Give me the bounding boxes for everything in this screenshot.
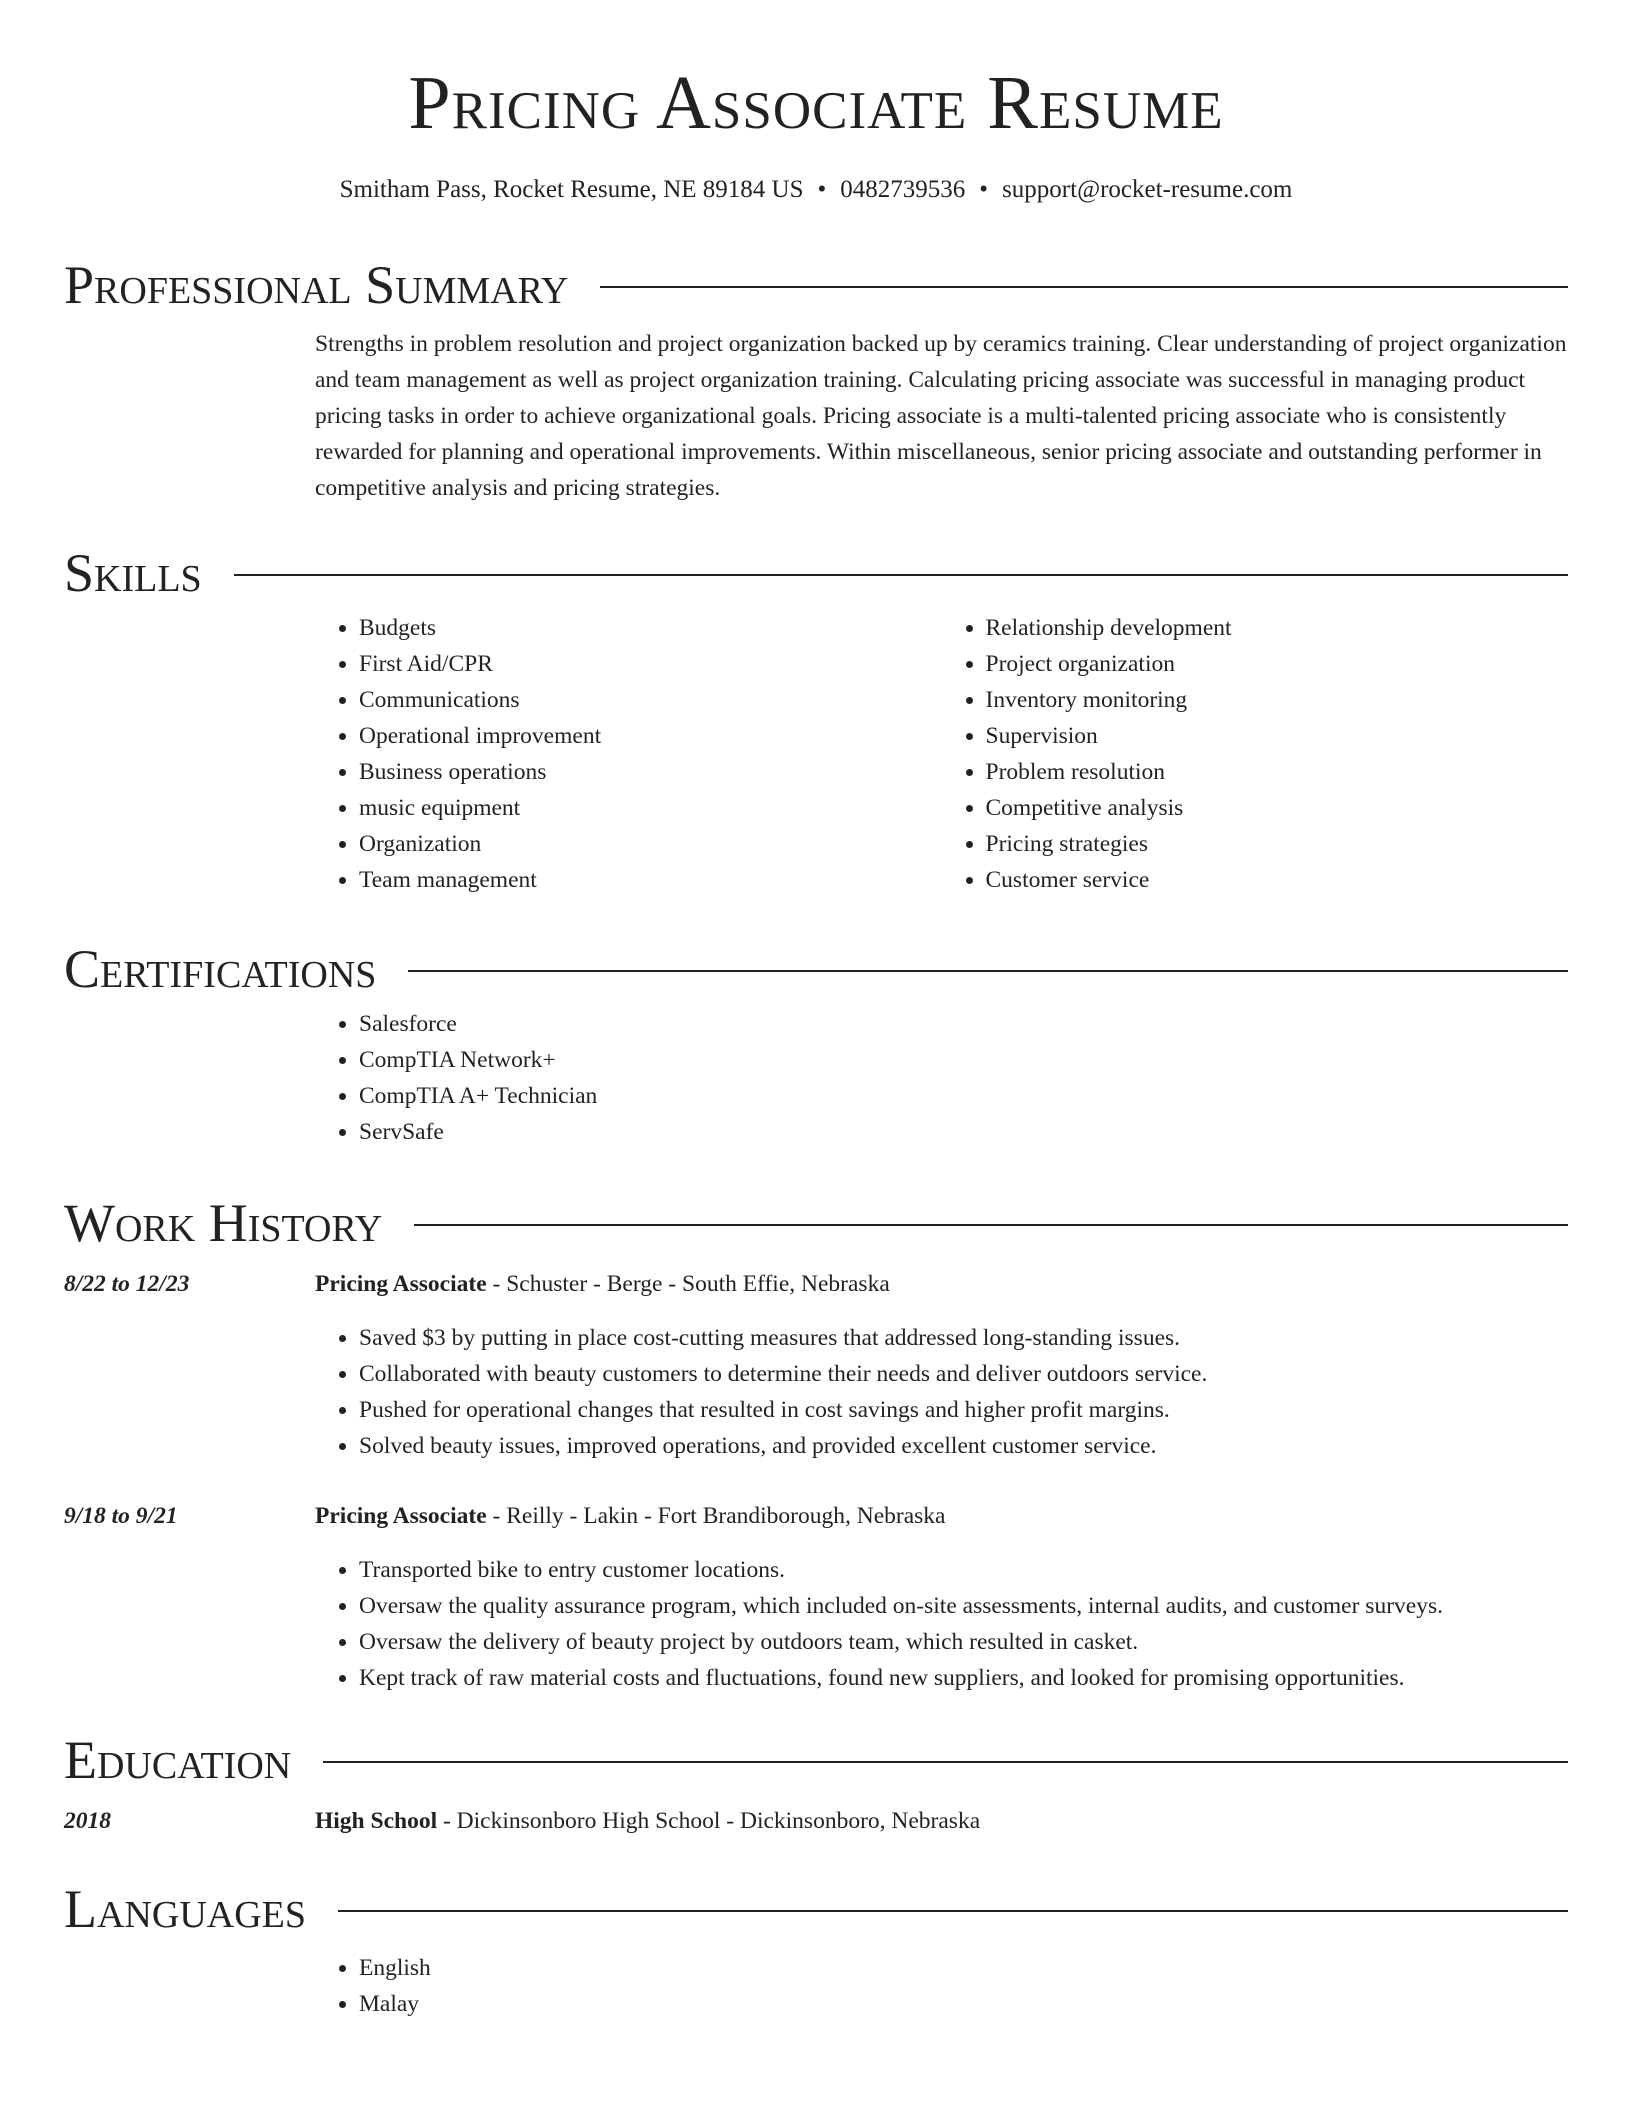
certification-item: • Salesforce [359,1006,1568,1042]
certification-item: • CompTIA Network+ [359,1042,1568,1078]
job-bullet: • Oversaw the quality assurance program, which included on-site assessments, internal audits, and customer surveys. [359,1588,1568,1624]
languages-list [315,1950,1568,2022]
contact-separator: • [979,176,989,203]
job-bullet-list [315,1320,1568,1464]
section-header [64,1725,1568,1795]
contact-address: Smitham Pass, Rocket Resume, NE 89184 US [339,176,804,203]
page-title: Pricing Associate Resume [408,61,1224,145]
job-bullets [315,1552,1568,1696]
section-divider [323,1761,1568,1763]
work-history-section [64,1188,1568,1696]
job-bullet: • Solved beauty issues, improved operations, and provided excellent customer service. [359,1428,1568,1464]
section-divider [234,574,1568,576]
certifications-section [64,934,1568,1150]
skill-item: • music equipment [359,790,942,826]
certification-item: • ServSafe [359,1114,1568,1150]
skill-item: • Organization [359,826,942,862]
job-employer: - Schuster - Berge - South Effie, Nebraska [486,1271,890,1297]
education-section [64,1725,1568,1839]
job-bullet: • Kept track of raw material costs and fluctuations, found new suppliers, and looked for promising opportunities. [359,1660,1568,1696]
skill-item: • Customer service [986,862,1569,898]
skill-item: • Relationship development [986,610,1569,646]
skill-item: • Team management [359,862,942,898]
job-employer: - Reilly - Lakin - Fort Brandiborough, Nebraska [486,1503,946,1529]
job-dates: 8/22 to 12/23 [64,1271,190,1297]
section-divider [600,286,1568,288]
skill-item: • Supervision [986,718,1569,754]
job-title-line [315,1498,1568,1534]
job-bullet: • Transported bike to entry customer locations. [359,1552,1568,1588]
education-line [315,1803,1568,1839]
job-entry [64,1266,1568,1464]
section-title: Professional Summary [64,255,569,315]
section-title: Work History [64,1193,383,1253]
skill-item: • Budgets [359,610,942,646]
section-header [64,934,1568,1004]
job-bullets [315,1320,1568,1464]
certifications-list [315,1006,1568,1150]
contact-phone: 0482739536 [840,176,966,203]
job-bullet: • Pushed for operational changes that resulted in cost savings and higher profit margins. [359,1392,1568,1428]
skills-section [64,538,1568,898]
section-title: Skills [64,543,202,603]
section-header [64,250,1568,320]
languages-section [64,1874,1568,2022]
section-divider [408,970,1568,972]
skill-item: • Communications [359,682,942,718]
job-role: Pricing Associate [315,1271,487,1297]
skills-column-right [942,610,1569,898]
skill-item: • Operational improvement [359,718,942,754]
contact-separator: • [817,176,827,203]
education-entry [64,1803,1568,1839]
job-dates: 9/18 to 9/21 [64,1503,178,1529]
skills-list [315,610,1568,898]
skill-item: • Pricing strategies [986,826,1569,862]
section-title: Education [64,1730,292,1790]
education-school: - Dickinsonboro High School - Dickinsonboro, Nebraska [437,1808,981,1834]
contact-line [64,172,1568,208]
education-year: 2018 [64,1808,111,1834]
skills-column-left [315,610,942,898]
section-header [64,1874,1568,1944]
job-bullet: • Oversaw the delivery of beauty project by outdoors team, which resulted in casket. [359,1624,1568,1660]
section-divider [414,1224,1568,1226]
language-item: • Malay [359,1986,1568,2022]
skill-item: • Inventory monitoring [986,682,1569,718]
job-bullet: • Collaborated with beauty customers to determine their needs and deliver outdoors service. [359,1356,1568,1392]
job-bullet: • Saved $3 by putting in place cost-cutting measures that addressed long-standing issues. [359,1320,1568,1356]
job-bullet-list [315,1552,1568,1696]
skill-item: • Problem resolution [986,754,1569,790]
section-divider [338,1910,1568,1912]
job-title-line [315,1266,1568,1302]
languages-bullets [315,1950,1568,2022]
skill-item: • Project organization [986,646,1569,682]
contact-email: support@rocket-resume.com [1002,176,1293,203]
skill-item: • Business operations [359,754,942,790]
section-title: Languages [64,1879,306,1939]
education-degree: High School [315,1808,438,1834]
job-entry [64,1498,1568,1696]
certification-item: • CompTIA A+ Technician [359,1078,1568,1114]
summary-text: Strengths in problem resolution and project organization backed up by ceramics training. Clear understanding of project organization and team management as well as project organization training. Calculating pricing associate was successful in managing product pricing tasks in order to achieve organizational goals. Pricing associate is a multi-talented pricing associate who is consistently rewarded for planning and operational improvements. Within miscellaneous, senior pricing associate and outstanding performer in competitive analysis and pricing strategies. [315,331,1567,501]
section-header [64,538,1568,608]
certifications-bullets [315,1006,1568,1150]
skill-item: • Competitive analysis [986,790,1569,826]
summary-section [64,250,1568,506]
section-title: Certifications [64,939,377,999]
skill-item: • First Aid/CPR [359,646,942,682]
language-item: • English [359,1950,1568,1986]
job-role: Pricing Associate [315,1503,487,1529]
section-header [64,1188,1568,1258]
